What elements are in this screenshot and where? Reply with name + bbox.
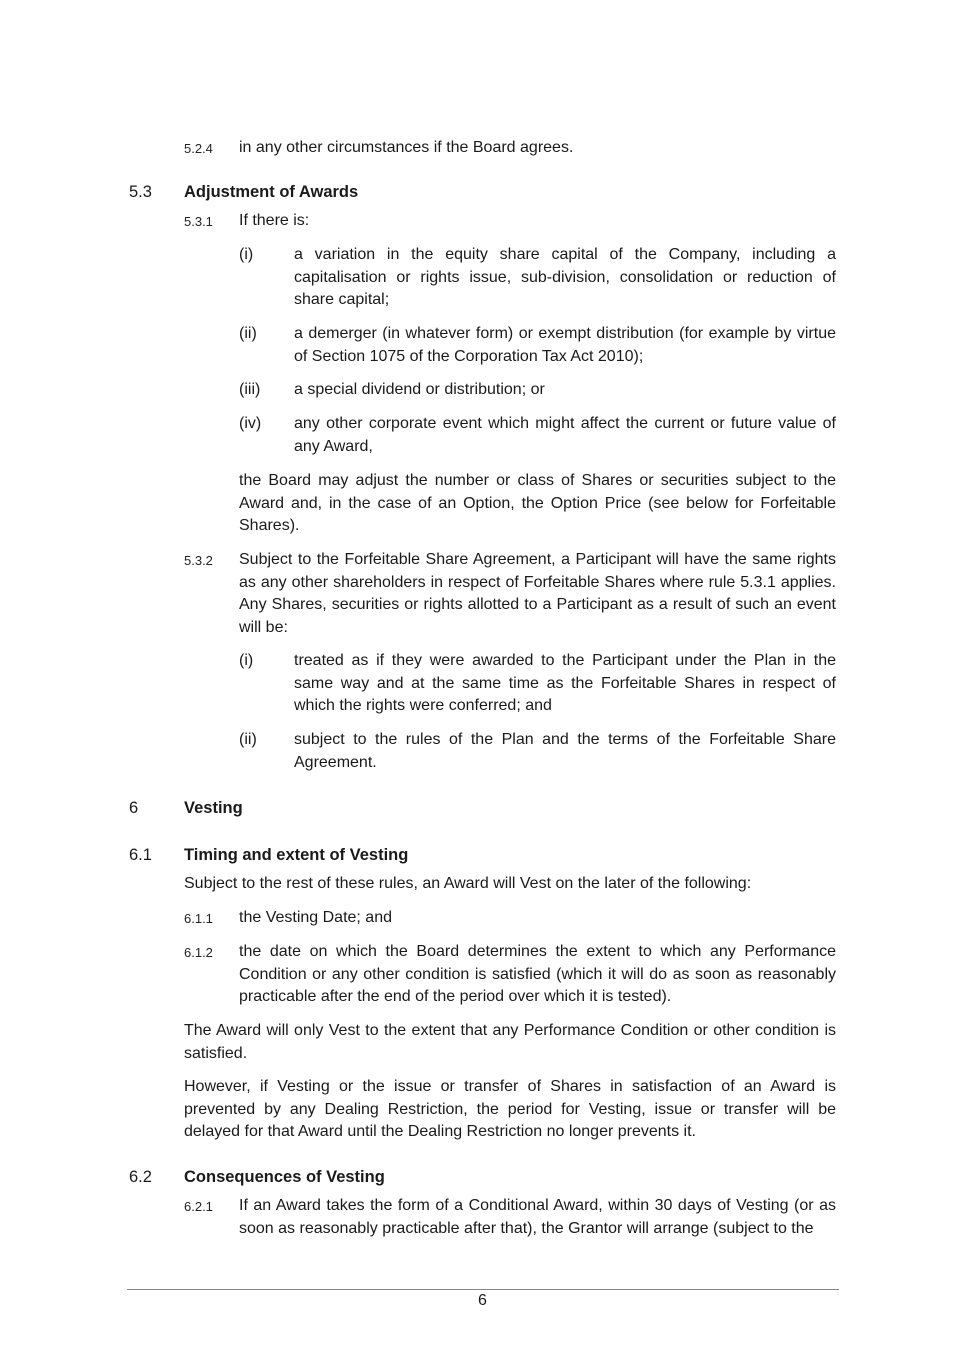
section-number-6: 6: [129, 799, 139, 817]
clause-text-6-1-2: the date on which the Board determines the extent to which any Performance Condition or any other condition is satisfied (which it will do as soon as reasonably practicable after the end of the period over which it is tested).: [239, 943, 836, 1006]
section-title-6: Vesting: [184, 799, 243, 817]
item-text: any other corporate event which might affect the current or future value of any Award,: [294, 415, 836, 455]
clause-text-5-2-4: in any other circumstances if the Board agrees.: [239, 139, 574, 156]
section-title-5-3: Adjustment of Awards: [184, 183, 359, 201]
clause-number-5-3-1: 5.3.1: [184, 214, 213, 229]
item-text: a special dividend or distribution; or: [294, 381, 545, 398]
clause-number-6-2-1: 6.2.1: [184, 1199, 213, 1214]
item-text: a demerger (in whatever form) or exempt distribution (for example by virtue of Section 1075 of the Corporation Tax Act 2010);: [294, 325, 836, 365]
section-title-6-2: Consequences of Vesting: [184, 1168, 385, 1186]
section-number-6-1: 6.1: [129, 846, 152, 864]
item-text: subject to the rules of the Plan and the terms of the Forfeitable Share Agreement.: [294, 731, 836, 771]
section-intro-6-1: Subject to the rest of these rules, an Award will Vest on the later of the following:: [184, 875, 752, 892]
clause-number-6-1-2: 6.1.2: [184, 945, 213, 960]
clause-text-5-3-1: If there is:: [239, 212, 310, 229]
section-number-6-2: 6.2: [129, 1168, 152, 1186]
item-label: (iv): [239, 415, 262, 432]
item-label: (i): [239, 652, 254, 669]
section-title-6-1: Timing and extent of Vesting: [184, 846, 409, 864]
item-text: a variation in the equity share capital of the Company, including a capitalisation or rights issue, sub-division, consolidation or reduction of share capital;: [294, 246, 836, 309]
page-number: 6: [478, 1292, 487, 1309]
clause-number-5-2-4: 5.2.4: [184, 141, 213, 156]
item-label: (ii): [239, 325, 257, 342]
clause-text-5-3-2: Subject to the Forfeitable Share Agreement, a Participant will have the same rights as any other shareholders in respect of Forfeitable Shares where rule 5.3.1 applies. Any Shares, securities or rights allotted to a Participant as a result of such an event will be:: [239, 551, 836, 636]
paragraph: The Award will only Vest to the extent that any Performance Condition or other condition is satisfied.: [184, 1022, 836, 1062]
item-text: treated as if they were awarded to the Participant under the Plan in the same way and at the same time as the Forfeitable Shares in respect of which the rights were conferred; and: [294, 652, 836, 715]
clause-text-6-2-1: If an Award takes the form of a Conditional Award, within 30 days of Vesting (or as soon as reasonably practicable after that), the Grantor will arrange (subject to the: [239, 1197, 836, 1237]
section-number-5-3: 5.3: [129, 183, 152, 201]
item-label: (ii): [239, 731, 257, 748]
footer-divider: [127, 1289, 839, 1290]
paragraph: However, if Vesting or the issue or transfer of Shares in satisfaction of an Award is prevented by any Dealing Restriction, the period for Vesting, issue or transfer will be delayed for that Award until the Dealing Restriction no longer prevents it.: [184, 1078, 836, 1141]
clause-tail-5-3-1: the Board may adjust the number or class of Shares or securities subject to the Award and, in the case of an Option, the Option Price (see below for Forfeitable Shares).: [239, 472, 836, 535]
item-label: (i): [239, 246, 254, 263]
clause-number-6-1-1: 6.1.1: [184, 911, 213, 926]
item-label: (iii): [239, 381, 261, 398]
clause-text-6-1-1: the Vesting Date; and: [239, 909, 392, 926]
clause-number-5-3-2: 5.3.2: [184, 553, 213, 568]
